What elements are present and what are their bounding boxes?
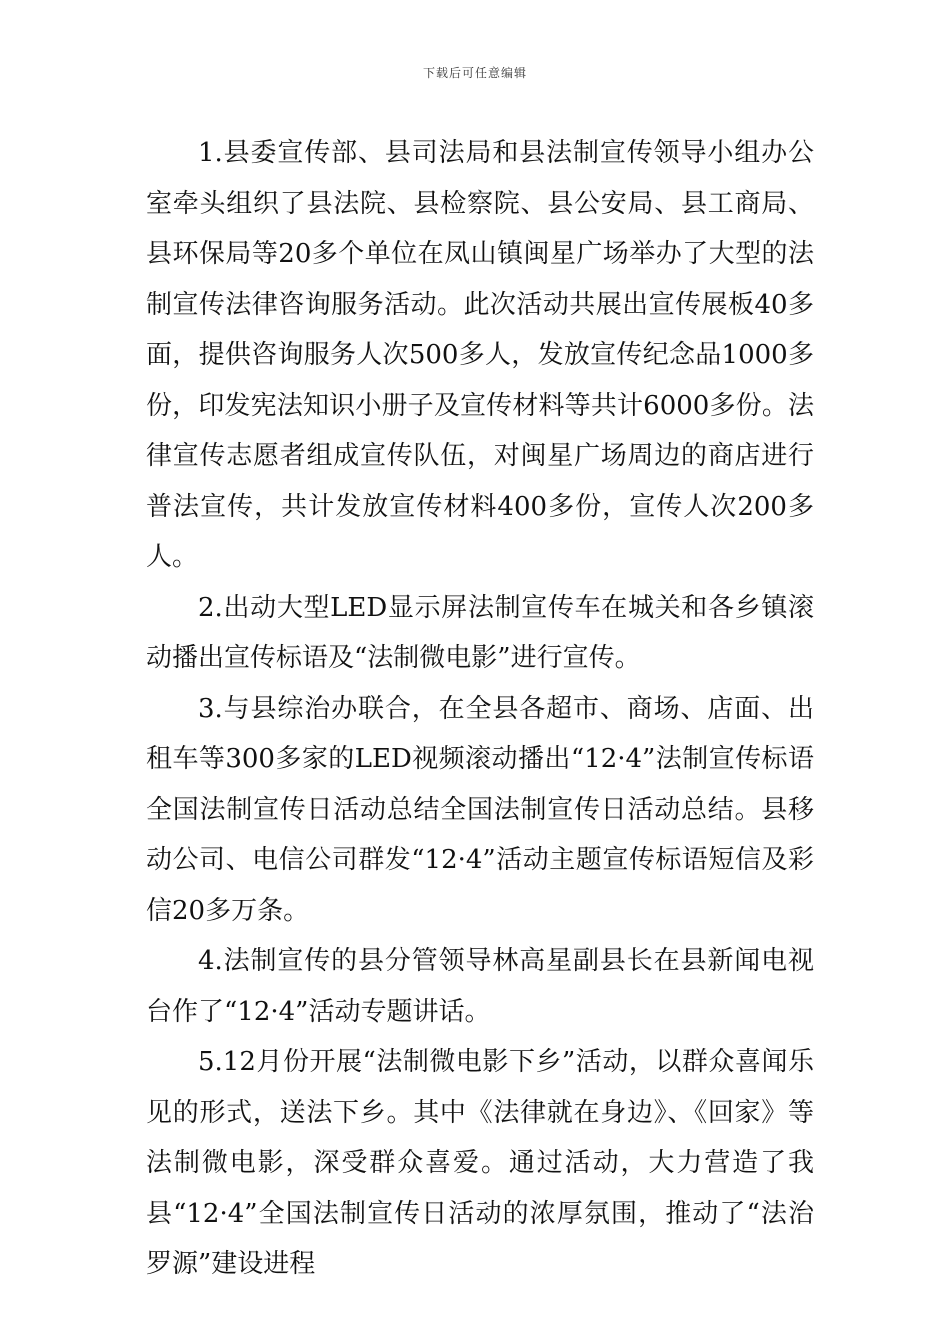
paragraph-item-4: 4.法制宣传的县分管领导林高星副县长在县新闻电视台作了“12·4”活动专题讲话。 xyxy=(146,946,814,1027)
page-header-note: 下载后可任意编辑 xyxy=(422,66,527,80)
document-body xyxy=(146,128,814,1290)
paragraph-item-5: 5.12月份开展“法制微电影下乡”活动，以群众喜闻乐见的形式，送法下乡。其中《法律就在身边》、《回家》等法制微电影，深受群众喜爱。通过活动，大力营造了我县“12·4”全国法制宣传日活动的浓厚氛围，推动了“法治罗源”建设进程 xyxy=(146,1047,814,1279)
paragraph-item-1: 1.县委宣传部、县司法局和县法制宣传领导小组办公室牵头组织了县法院、县检察院、县公安局、县工商局、县环保局等20多个单位在凤山镇闽星广场举办了大型的法制宣传法律咨询服务活动。此次活动共展出宣传展板40多面，提供咨询服务人次500多人，发放宣传纪念品1000多份，印发宪法知识小册子及宣传材料等共计6000多份。法律宣传志愿者组成宣传队伍，对闽星广场周边的商店进行普法宣传，共计发放宣传材料400多份，宣传人次200多人。 xyxy=(146,138,814,572)
paragraph-item-3: 3.与县综治办联合，在全县各超市、商场、店面、出租车等300多家的LED视频滚动播出“12·4”法制宣传标语全国法制宣传日活动总结全国法制宣传日活动总结。县移动公司、电信公司群发“12·4”活动主题宣传标语短信及彩信20多万条。 xyxy=(146,693,814,926)
paragraph-item-2: 2.出动大型LED显示屏法制宣传车在城关和各乡镇滚动播出宣传标语及“法制微电影”进行宣传。 xyxy=(146,592,814,673)
